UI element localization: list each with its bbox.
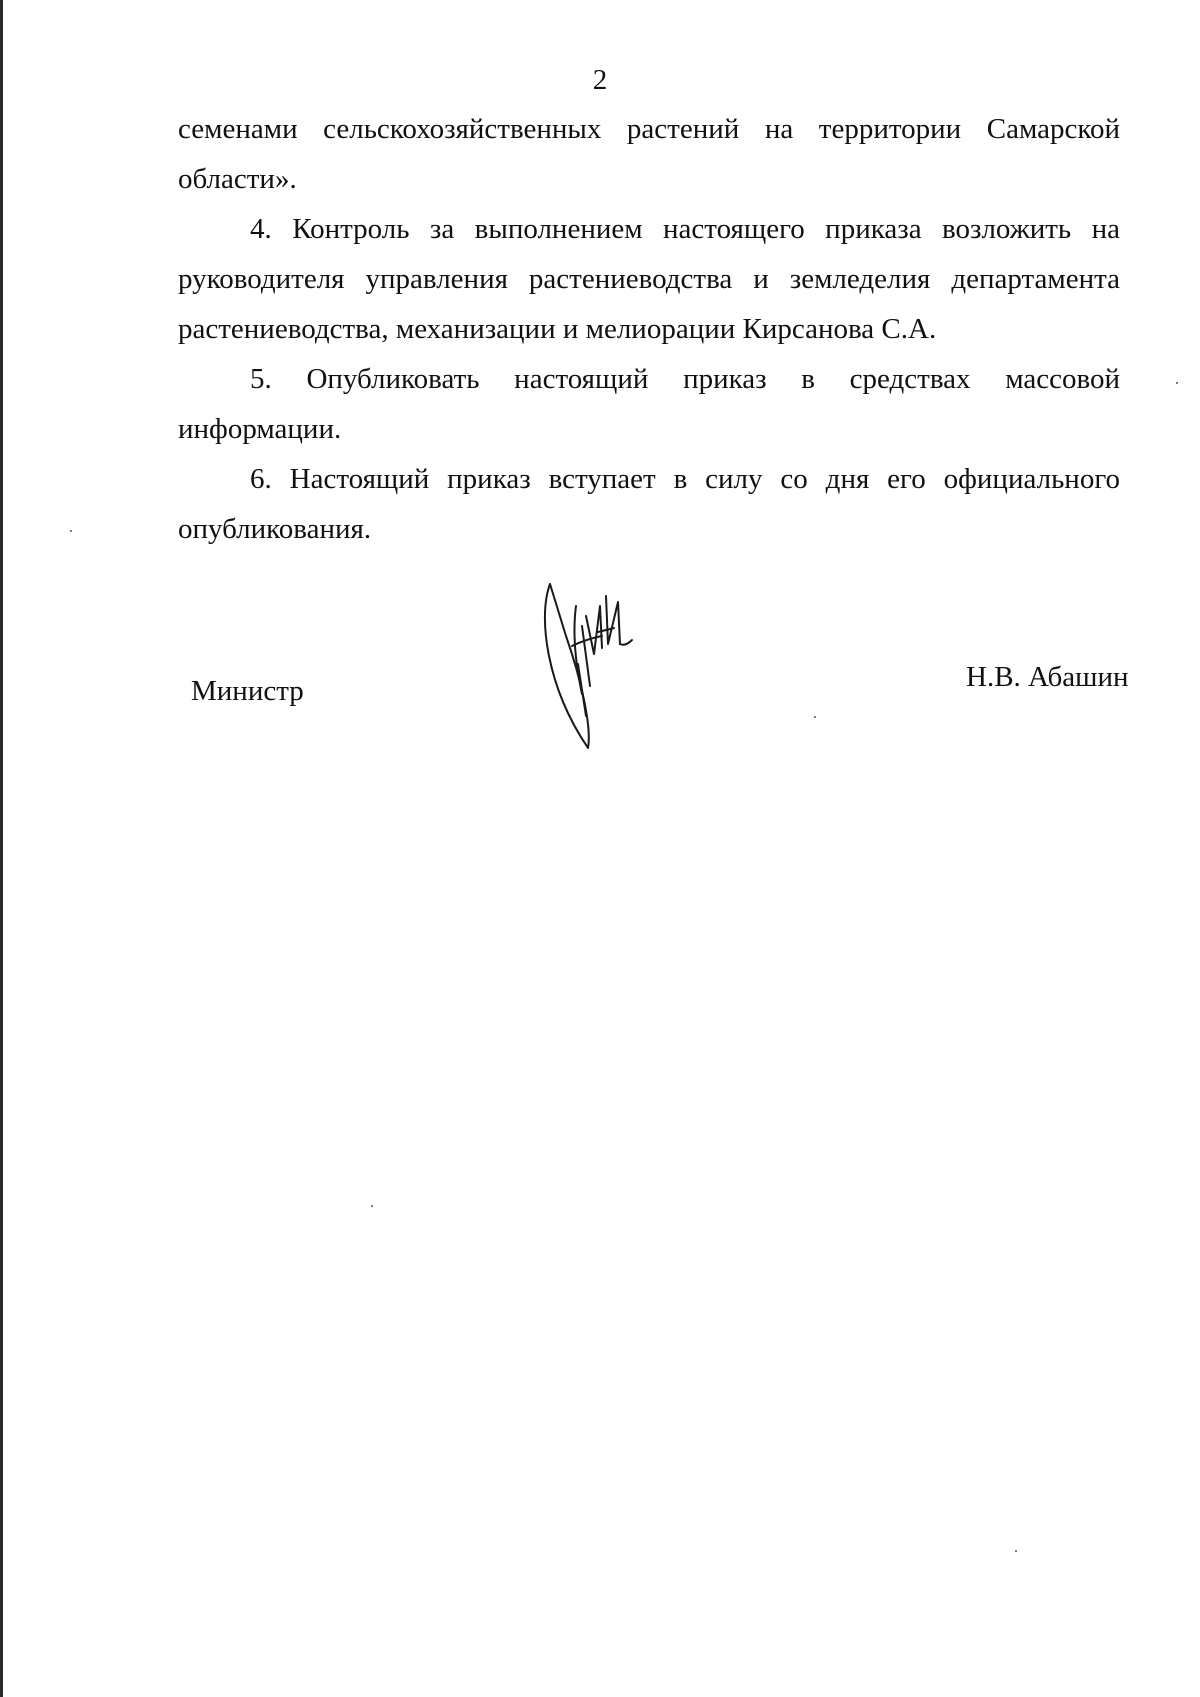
paragraph-item-4: 4. Контроль за выполнением настоящего приказа возложить на руководителя управления растениеводства и земледелия департамента растениеводства, механизации и мелиорации Кирсанова С.А. [178,213,1120,345]
document-body [178,104,1120,554]
signatory-role: Министр [191,675,304,707]
scan-edge [0,0,3,1697]
paragraph-continuation: семенами сельскохозяйственных растений на территории Самарской области». [178,113,1120,195]
signatory-name: Н.В. Абашин [966,661,1129,693]
scan-speck [1176,382,1178,384]
scan-speck [814,716,816,718]
paragraph-item-5: 5. Опубликовать настоящий приказ в средствах массовой информации. [178,363,1120,445]
handwritten-signature [536,576,656,756]
scan-speck [1015,1550,1017,1552]
scan-speck [371,1205,373,1207]
paragraph-item-6: 6. Настоящий приказ вступает в силу со дня его официального опубликования. [178,463,1120,545]
scan-speck [70,530,72,532]
page-number: 2 [592,64,608,96]
